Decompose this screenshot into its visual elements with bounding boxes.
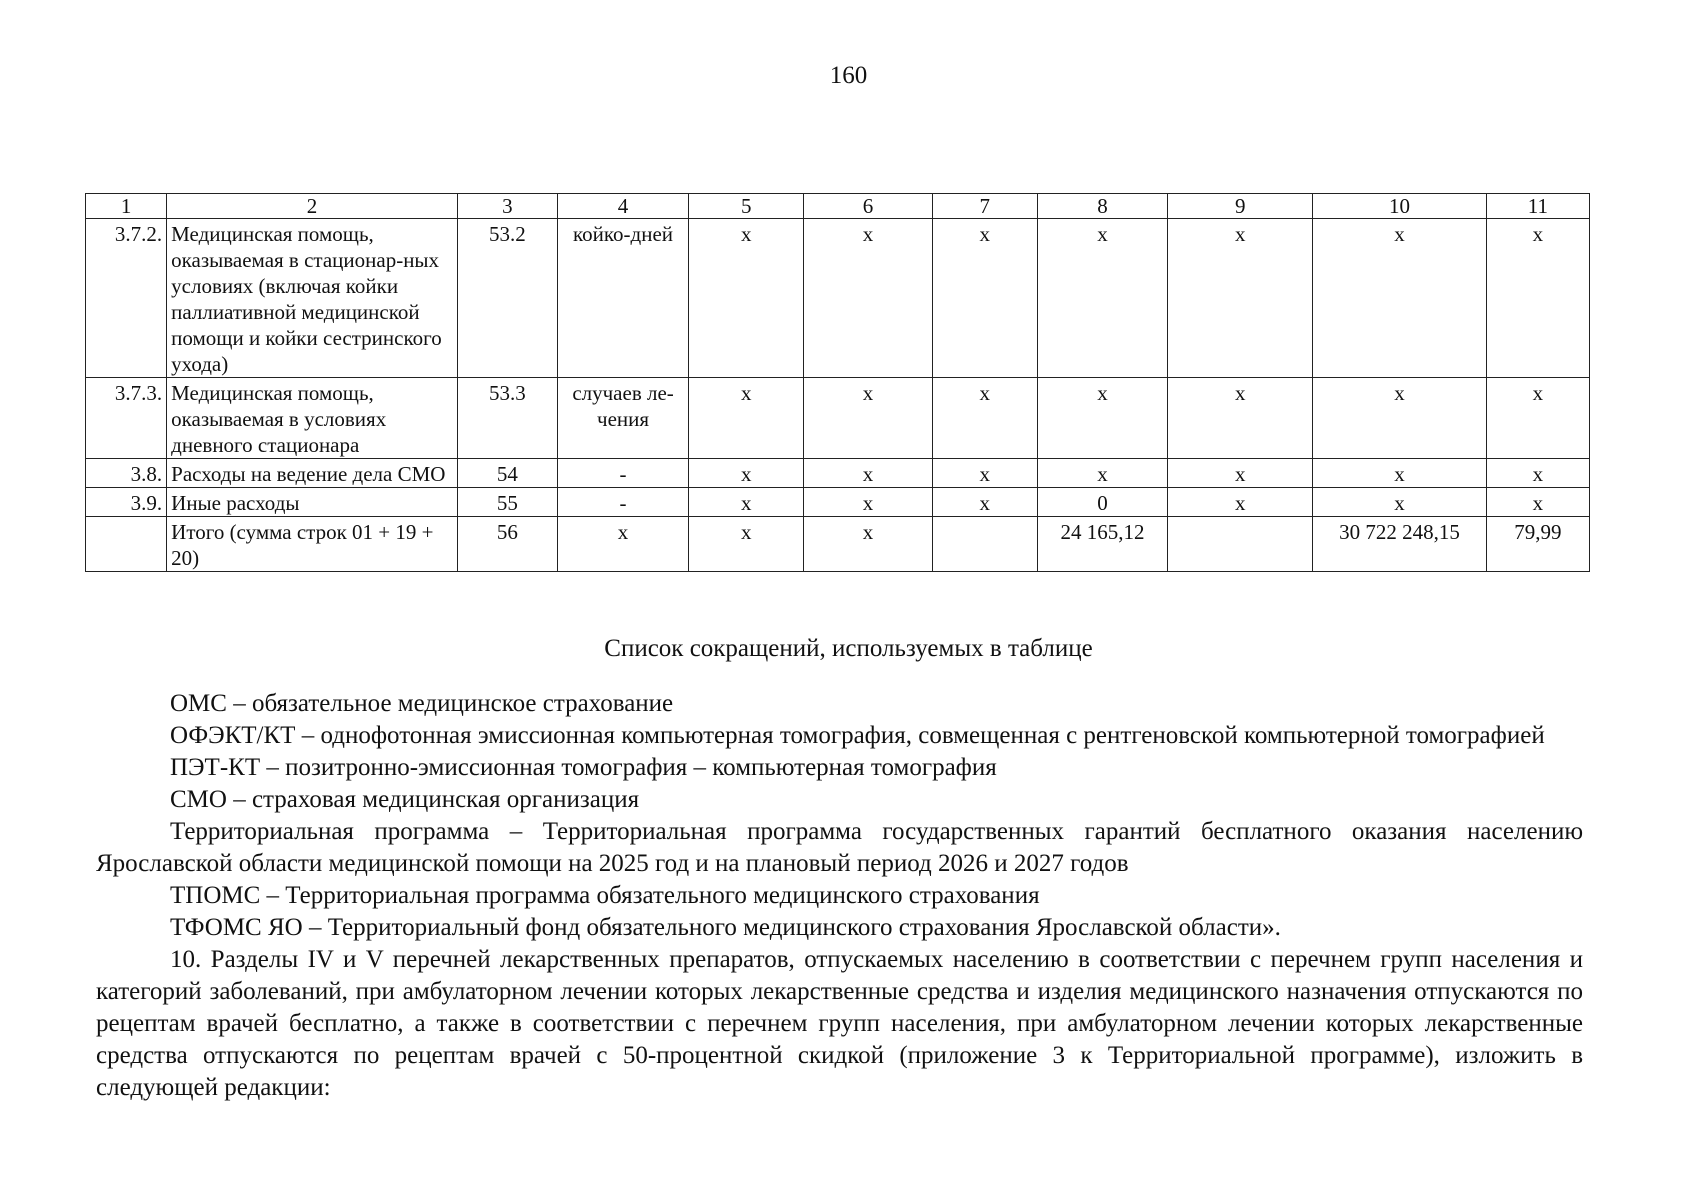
- value-cell: х: [1168, 488, 1313, 517]
- table-row: [86, 378, 1590, 459]
- page-number: 160: [829, 62, 868, 89]
- table-row: [86, 459, 1590, 488]
- unit-cell: -: [557, 459, 688, 488]
- abbreviation-territorial-program: Территориальная программа – Территориальная программа государственных гарантий бесплатного оказания населению Ярославской области медицинской помощи на 2025 год и на плановый период 2026 и 2027 годов: [96, 818, 1583, 877]
- value-cell: х: [1486, 219, 1589, 378]
- row-number-cell: 3.7.3.: [86, 378, 167, 459]
- value-cell: х: [1313, 488, 1486, 517]
- abbreviation-tpoms: ТПОМС – Территориальная программа обязательного медицинского страхования: [170, 882, 1040, 909]
- header-cell: 6: [804, 194, 932, 219]
- row-number-cell: [86, 517, 167, 572]
- value-cell: х: [1168, 459, 1313, 488]
- value-cell: 79,99: [1486, 517, 1589, 572]
- value-cell: х: [932, 219, 1037, 378]
- value-cell: х: [932, 488, 1037, 517]
- abbreviation-pet-kt: ПЭТ-КТ – позитронно-эмиссионная томография – компьютерная томография: [170, 754, 997, 781]
- value-cell: х: [1486, 378, 1589, 459]
- table-row-total: [86, 517, 1590, 572]
- value-cell: х: [689, 517, 804, 572]
- value-cell: х: [1486, 459, 1589, 488]
- table-row: [86, 488, 1590, 517]
- value-cell: х: [1168, 219, 1313, 378]
- row-code-cell: 53.2: [457, 219, 557, 378]
- abbreviation-ofekt-kt: ОФЭКТ/КТ – однофотонная эмиссионная компьютерная томография, совмещенная с рентгеновской компьютерной томографией: [170, 722, 1545, 749]
- value-cell: х: [689, 378, 804, 459]
- value-cell: х: [689, 219, 804, 378]
- value-cell: х: [804, 459, 932, 488]
- row-name-cell: Расходы на ведение дела СМО: [167, 459, 458, 488]
- value-cell: 30 722 248,15: [1313, 517, 1486, 572]
- abbreviations-title: Список сокращений, используемых в таблице: [604, 635, 1093, 662]
- header-cell: 2: [167, 194, 458, 219]
- value-cell: х: [689, 459, 804, 488]
- table-row: [86, 219, 1590, 378]
- value-cell: х: [1037, 459, 1167, 488]
- paragraph-item-10: 10. Разделы IV и V перечней лекарственных препаратов, отпускаемых населению в соответствии с перечнем групп населения и категорий заболеваний, при амбулаторном лечении которых лекарственные средства и изделия медицинского назначения отпускаются по рецептам врачей бесплатно, а также в соответствии с перечнем групп населения, при амбулаторном лечении которых лекарственные средства отпускаются по рецептам врачей с 50-процентной скидкой (приложение 3 к Территориальной программе), изложить в следующей редакции:: [96, 946, 1583, 1101]
- expense-table: [85, 193, 1590, 572]
- header-cell: 8: [1037, 194, 1167, 219]
- body-text: [96, 688, 1583, 1104]
- value-cell: х: [1313, 378, 1486, 459]
- abbreviation-oms: ОМС – обязательное медицинское страхование: [170, 690, 674, 717]
- value-cell: х: [1037, 378, 1167, 459]
- row-code-cell: 53.3: [457, 378, 557, 459]
- value-cell: х: [804, 488, 932, 517]
- value-cell: х: [1313, 219, 1486, 378]
- value-cell: х: [804, 219, 932, 378]
- row-number-cell: 3.9.: [86, 488, 167, 517]
- row-name-cell: Итого (сумма строк 01 + 19 + 20): [167, 517, 458, 572]
- unit-cell: случаев ле-чения: [557, 378, 688, 459]
- header-cell: 10: [1313, 194, 1486, 219]
- row-number-cell: 3.8.: [86, 459, 167, 488]
- header-cell: 1: [86, 194, 167, 219]
- value-cell: х: [689, 488, 804, 517]
- header-cell: 9: [1168, 194, 1313, 219]
- row-name-cell: Иные расходы: [167, 488, 458, 517]
- row-code-cell: 55: [457, 488, 557, 517]
- value-cell: х: [1313, 459, 1486, 488]
- header-cell: 5: [689, 194, 804, 219]
- header-cell: 7: [932, 194, 1037, 219]
- value-cell: 24 165,12: [1037, 517, 1167, 572]
- value-cell: х: [932, 459, 1037, 488]
- header-cell: 4: [557, 194, 688, 219]
- unit-cell: койко-дней: [557, 219, 688, 378]
- value-cell: х: [1486, 488, 1589, 517]
- row-code-cell: 54: [457, 459, 557, 488]
- value-cell: х: [804, 378, 932, 459]
- value-cell: [932, 517, 1037, 572]
- abbreviation-smo: СМО – страховая медицинская организация: [170, 786, 640, 813]
- unit-cell: -: [557, 488, 688, 517]
- table-header-row: [86, 194, 1590, 219]
- value-cell: [1168, 517, 1313, 572]
- unit-cell: х: [557, 517, 688, 572]
- row-number-cell: 3.7.2.: [86, 219, 167, 378]
- row-name-cell: Медицинская помощь, оказываемая в условиях дневного стационара: [167, 378, 458, 459]
- value-cell: х: [932, 378, 1037, 459]
- abbreviation-tfoms-yao: ТФОМС ЯО – Территориальный фонд обязательного медицинского страхования Ярославской области».: [170, 914, 1281, 941]
- header-cell: 3: [457, 194, 557, 219]
- header-cell: 11: [1486, 194, 1589, 219]
- row-name-cell: Медицинская помощь, оказываемая в стационар-ных условиях (включая койки паллиативной медицинской помощи и койки сестринского ухода): [167, 219, 458, 378]
- row-code-cell: 56: [457, 517, 557, 572]
- value-cell: х: [1037, 219, 1167, 378]
- value-cell: х: [1168, 378, 1313, 459]
- value-cell: 0: [1037, 488, 1167, 517]
- value-cell: х: [804, 517, 932, 572]
